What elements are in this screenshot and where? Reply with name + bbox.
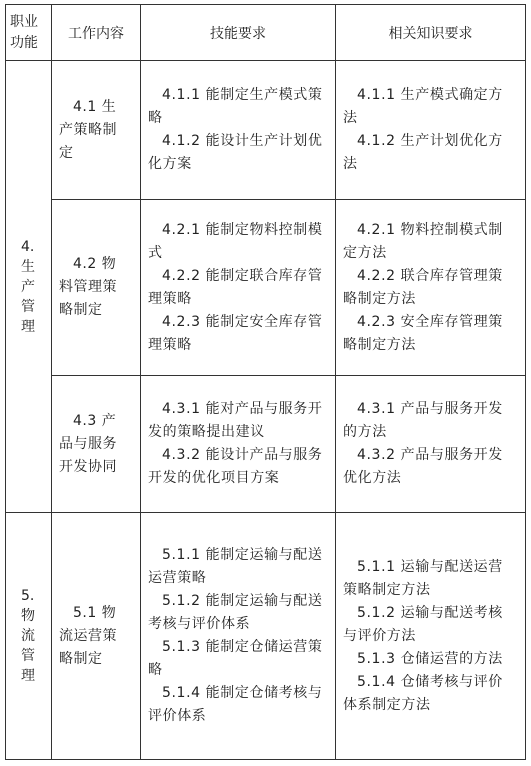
skill-item: 5.1.4 能制定仓储考核与评价体系 [148,685,323,724]
skill-item: 4.3.2 能设计产品与服务开发的优化项目方案 [148,447,323,486]
work-content-cell [52,61,141,200]
skill-item: 5.1.2 能制定运输与配送考核与评价体系 [148,593,323,632]
knowledge-item: 4.2.2 联合库存管理策略制定方法 [343,267,503,307]
work-content-text: 4.3 产品与服务开发协同 [59,412,117,475]
header-row [6,5,526,61]
knowledge-item: 4.1.2 生产计划优化方法 [343,133,503,172]
knowledge-item: 5.1.3 仓储运营的方法 [357,650,503,667]
header-work-content: 工作内容 [52,5,141,61]
work-content-text: 4.1 生产策略制定 [59,98,117,161]
work-content-cell [52,200,141,376]
knowledge-item: 5.1.1 运输与配送运营策略制定方法 [343,558,503,598]
skills-cell [141,200,336,376]
knowledge-item: 4.3.2 产品与服务开发优化方法 [343,447,503,486]
work-content-text: 5.1 物流运营策略制定 [59,604,117,667]
skill-item: 4.2.3 能制定安全库存管理策略 [148,313,323,353]
skill-item: 5.1.1 能制定运输与配送运营策略 [148,547,323,586]
skills-cell [141,513,336,760]
knowledge-item: 4.2.1 物料控制模式制定方法 [343,221,503,261]
function-cell [6,61,52,513]
function-cell [6,513,52,760]
header-knowledge: 相关知识要求 [336,5,526,61]
table-row [6,376,526,513]
skill-item: 4.3.1 能对产品与服务开发的策略提出建议 [148,401,323,440]
skills-requirements-table [5,4,526,760]
skill-item: 4.2.2 能制定联合库存管理策略 [148,267,323,307]
skill-item: 4.1.2 能设计生产计划优化方案 [148,133,323,172]
knowledge-item: 4.1.1 生产模式确定方法 [343,87,503,126]
header-function: 职业功能 [6,5,52,61]
skills-cell [141,376,336,513]
table-row [6,513,526,760]
knowledge-item: 4.3.1 产品与服务开发的方法 [343,401,503,440]
skills-cell [141,61,336,200]
knowledge-cell [336,200,526,376]
function-label: 5.物流管理 [21,588,35,684]
knowledge-item: 5.1.2 运输与配送考核与评价方法 [343,604,503,644]
knowledge-cell [336,376,526,513]
work-content-cell [52,376,141,513]
table-row [6,61,526,200]
skill-item: 4.2.1 能制定物料控制模式 [148,221,323,261]
knowledge-cell [336,61,526,200]
skill-item: 4.1.1 能制定生产模式策略 [148,87,323,126]
header-skills: 技能要求 [141,5,336,61]
skill-item: 5.1.3 能制定仓储运营策略 [148,639,323,678]
function-label: 4.生产管理 [21,238,35,335]
knowledge-item: 4.2.3 安全库存管理策略制定方法 [343,313,503,353]
knowledge-item: 5.1.4 仓储考核与评价体系制定方法 [343,673,503,713]
work-content-cell [52,513,141,760]
work-content-text: 4.2 物料管理策略制定 [59,256,117,318]
table-row [6,200,526,376]
knowledge-cell [336,513,526,760]
